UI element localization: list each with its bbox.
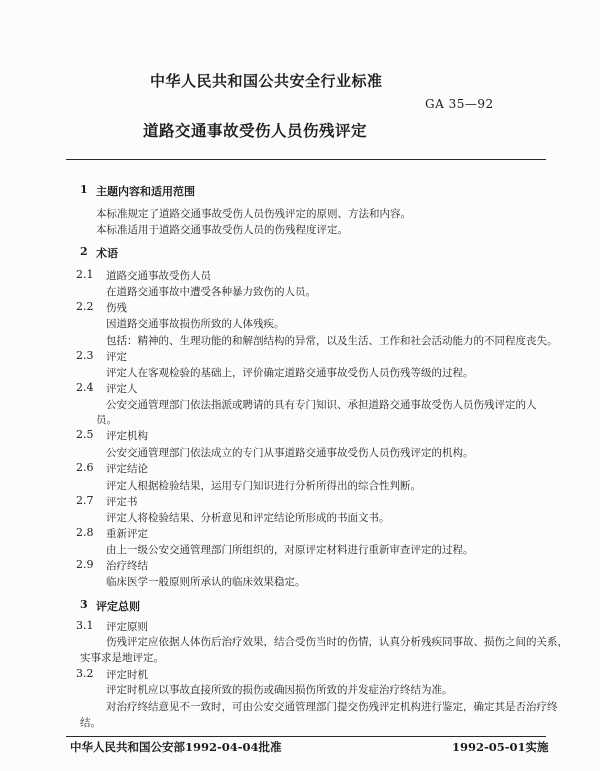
standard-type: 中华人民共和国公共安全行业标准 bbox=[150, 72, 383, 90]
term-label: 道路交通事故受伤人员 bbox=[106, 270, 211, 282]
term-label: 评定结论 bbox=[106, 463, 148, 475]
term-definition: 评定人将检验结果、分析意见和评定结论所形成的书面文书。 bbox=[106, 512, 390, 524]
term-definition: 评定人根据检验结果，运用专门知识进行分析所得出的综合性判断。 bbox=[106, 480, 421, 492]
term-definition: 在道路交通事故中遭受各种暴力致伤的人员。 bbox=[106, 286, 316, 298]
term-definition: 评定人在客观检验的基础上，评价确定道路交通事故受伤人员伤残等级的过程。 bbox=[106, 367, 474, 379]
term-definition: 公安交通管理部门依法指派或聘请的具有专门知识、承担道路交通事故受伤人员伤残评定的人 bbox=[106, 399, 537, 411]
term-definition: 公安交通管理部门依法成立的专门从事道路交通事故受伤人员伤残评定的机构。 bbox=[106, 447, 474, 459]
section-title: 评定总则 bbox=[96, 600, 140, 613]
standard-code: GA 35—92 bbox=[425, 97, 494, 111]
term-definition: 包括：精神的、生理功能的和解剖结构的异常，以及生活、工作和社会活动能力的不同程度丧失。 bbox=[106, 335, 558, 347]
section-number: 2 bbox=[80, 245, 88, 258]
bottom-divider bbox=[66, 736, 546, 737]
issuer-approval: 中华人民共和国公安部1992-04-04批准 bbox=[70, 740, 282, 754]
term-definition: 评定时机应以事故直接所致的损伤或确因损伤所致的并发症治疗终结为准。 bbox=[106, 684, 453, 696]
term-number: 2.1 bbox=[76, 268, 94, 281]
term-number: 2.2 bbox=[76, 300, 94, 313]
term-number: 2.9 bbox=[76, 558, 94, 571]
term-number: 2.6 bbox=[76, 461, 94, 474]
term-number: 2.4 bbox=[76, 381, 94, 394]
term-definition: 因道路交通事故损伤所致的人体残疾。 bbox=[106, 318, 285, 330]
term-definition: 伤残评定应依据人体伤后治疗效果，结合受伤当时的伤情，认真分析残疾同事故、损伤之间的关系， bbox=[106, 636, 568, 648]
term-definition-continued: 结。 bbox=[80, 717, 101, 729]
term-number: 3.1 bbox=[76, 619, 94, 632]
term-number: 3.2 bbox=[76, 667, 94, 680]
term-number: 2.3 bbox=[76, 349, 94, 362]
term-label: 伤残 bbox=[106, 302, 127, 314]
effective-date: 1992-05-01实施 bbox=[452, 740, 549, 754]
term-definition-continued: 员。 bbox=[96, 414, 117, 426]
term-number: 2.5 bbox=[76, 428, 94, 441]
term-label: 评定机构 bbox=[106, 430, 148, 442]
term-label: 评定原则 bbox=[106, 621, 148, 633]
term-label: 评定时机 bbox=[106, 669, 148, 681]
document-title: 道路交通事故受伤人员伤残评定 bbox=[143, 121, 368, 140]
term-label: 治疗终结 bbox=[106, 560, 148, 572]
term-label: 评定 bbox=[106, 351, 127, 363]
term-definition-continued: 实事求是地评定。 bbox=[80, 652, 164, 664]
term-definition: 临床医学一般原则所承认的临床效果稳定。 bbox=[106, 576, 306, 588]
term-number: 2.7 bbox=[76, 494, 94, 507]
paragraph: 本标准规定了道路交通事故受伤人员伤残评定的原则、方法和内容。 bbox=[96, 208, 411, 220]
term-number: 2.8 bbox=[76, 526, 94, 539]
term-definition: 由上一级公安交通管理部门所组织的，对原评定材料进行重新审查评定的过程。 bbox=[106, 544, 474, 556]
section-title: 主题内容和适用范围 bbox=[96, 185, 195, 198]
term-definition: 对治疗终结意见不一致时，可由公安交通管理部门提交伤残评定机构进行鉴定，确定其是否治疗终 bbox=[106, 701, 558, 713]
term-label: 评定书 bbox=[106, 496, 138, 508]
term-label: 重新评定 bbox=[106, 528, 148, 540]
section-number: 1 bbox=[80, 183, 88, 196]
term-label: 评定人 bbox=[106, 383, 138, 395]
section-number: 3 bbox=[80, 598, 88, 611]
section-title: 术语 bbox=[96, 247, 118, 260]
paragraph: 本标准适用于道路交通事故受伤人员的伤残程度评定。 bbox=[96, 224, 348, 236]
